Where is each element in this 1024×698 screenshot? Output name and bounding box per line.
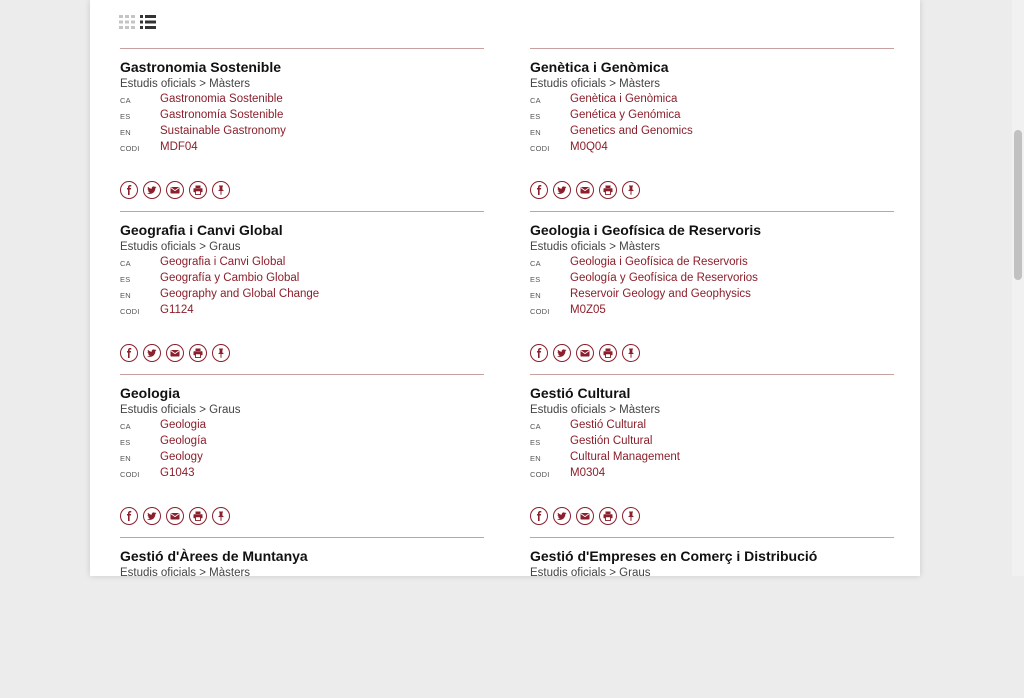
lang-code-label: CA (530, 259, 541, 268)
facebook-icon[interactable] (530, 181, 548, 199)
program-code-link[interactable]: G1124 (160, 304, 194, 316)
program-lang-row (120, 272, 484, 288)
scrollbar[interactable] (1012, 0, 1024, 576)
pin-icon[interactable] (622, 181, 640, 199)
program-lang-row (530, 467, 894, 483)
lang-code-label: CA (120, 422, 131, 431)
program-lang-row (120, 451, 484, 467)
lang-code-label: CODI (530, 144, 550, 153)
program-name-link[interactable]: Geografia i Canvi Global (160, 256, 286, 268)
lang-code-label: ES (120, 438, 131, 447)
program-lang-row (120, 419, 484, 435)
program-category: Estudis oficials > Graus (120, 404, 241, 416)
program-name-link[interactable]: Sustainable Gastronomy (160, 125, 286, 137)
program-card (530, 211, 894, 372)
program-lang-row (120, 256, 484, 272)
pin-icon[interactable] (622, 507, 640, 525)
print-icon[interactable] (189, 507, 207, 525)
program-name-link[interactable]: Gestión Cultural (570, 435, 653, 447)
email-icon[interactable] (576, 181, 594, 199)
program-lang-row (120, 304, 484, 320)
program-name-link[interactable]: Genetics and Genomics (570, 125, 693, 137)
twitter-icon[interactable] (143, 181, 161, 199)
program-lang-row (120, 467, 484, 483)
facebook-icon[interactable] (120, 344, 138, 362)
program-code-link[interactable]: M0Z05 (570, 304, 606, 316)
pin-icon[interactable] (212, 344, 230, 362)
lang-code-label: CODI (120, 307, 140, 316)
lang-code-label: CODI (120, 470, 140, 479)
twitter-icon[interactable] (553, 181, 571, 199)
content-page (90, 0, 920, 579)
twitter-icon[interactable] (143, 507, 161, 525)
program-category: Estudis oficials > Màsters (530, 404, 661, 416)
print-icon[interactable] (599, 507, 617, 525)
program-card (530, 48, 894, 209)
program-title[interactable]: Geologia (120, 385, 180, 401)
pin-icon[interactable] (622, 344, 640, 362)
scrollbar-thumb[interactable] (1014, 130, 1022, 280)
lang-code-label: CA (530, 96, 541, 105)
program-name-link[interactable]: Gastronomía Sostenible (160, 109, 284, 121)
program-lang-row (120, 288, 484, 304)
program-code-link[interactable]: G1043 (160, 467, 195, 479)
email-icon[interactable] (166, 507, 184, 525)
email-icon[interactable] (576, 344, 594, 362)
lang-code-label: EN (120, 291, 131, 300)
program-name-link[interactable]: Geología (160, 435, 207, 447)
program-code-link[interactable]: M0Q04 (570, 141, 608, 153)
facebook-icon[interactable] (120, 507, 138, 525)
program-title[interactable]: Gestió d'Empreses en Comerç i Distribució (530, 548, 818, 564)
program-lang-row (530, 109, 894, 125)
program-category: Estudis oficials > Graus (120, 241, 241, 253)
program-category: Estudis oficials > Màsters (120, 78, 251, 90)
twitter-icon[interactable] (553, 507, 571, 525)
program-lang-row (530, 272, 894, 288)
program-lang-row (530, 419, 894, 435)
program-name-link[interactable]: Reservoir Geology and Geophysics (570, 288, 751, 300)
program-name-link[interactable]: Genètica i Genòmica (570, 93, 678, 105)
program-name-link[interactable]: Geologia i Geofísica de Reservoris (570, 256, 748, 268)
print-icon[interactable] (599, 344, 617, 362)
program-card (530, 537, 894, 698)
program-lang-row (530, 288, 894, 304)
program-name-link[interactable]: Cultural Management (570, 451, 680, 463)
lang-code-label: CA (530, 422, 541, 431)
program-lang-row (120, 141, 484, 157)
program-title[interactable]: Gestió Cultural (530, 385, 631, 401)
program-name-link[interactable]: Geología y Geofísica de Reservorios (570, 272, 758, 284)
program-lang-row (530, 451, 894, 467)
program-card (530, 374, 894, 535)
program-name-link[interactable]: Geologia (160, 419, 207, 431)
lang-code-label: ES (530, 112, 541, 121)
facebook-icon[interactable] (530, 344, 548, 362)
program-lang-row (120, 93, 484, 109)
grid-view-icon[interactable] (119, 14, 135, 30)
program-category: Estudis oficials > Graus (530, 567, 651, 579)
program-category: Estudis oficials > Màsters (120, 567, 251, 579)
pin-icon[interactable] (212, 507, 230, 525)
program-lang-row (120, 435, 484, 451)
program-lang-row (530, 125, 894, 141)
lang-code-label: ES (530, 438, 541, 447)
print-icon[interactable] (189, 344, 207, 362)
program-name-link[interactable]: Gastronomia Sostenible (160, 93, 283, 105)
lang-code-label: CODI (530, 470, 550, 479)
twitter-icon[interactable] (143, 344, 161, 362)
program-card (120, 537, 484, 698)
list-view-icon[interactable] (140, 14, 156, 30)
program-category: Estudis oficials > Màsters (530, 241, 661, 253)
lang-code-label: EN (530, 454, 541, 463)
program-code-link[interactable]: MDF04 (160, 141, 198, 153)
program-card (120, 48, 484, 209)
print-icon[interactable] (189, 181, 207, 199)
lang-code-label: EN (120, 454, 131, 463)
pin-icon[interactable] (212, 181, 230, 199)
lang-code-label: ES (120, 112, 131, 121)
program-lang-row (530, 93, 894, 109)
lang-code-label: CODI (530, 307, 550, 316)
lang-code-label: EN (120, 128, 131, 137)
program-lang-row (120, 109, 484, 125)
program-title[interactable]: Gestió d'Àrees de Muntanya (120, 548, 308, 564)
print-icon[interactable] (599, 181, 617, 199)
program-lang-row (530, 141, 894, 157)
program-title[interactable]: Geografia i Canvi Global (120, 222, 283, 238)
program-name-link[interactable]: Geography and Global Change (160, 288, 320, 300)
program-lang-row (530, 256, 894, 272)
program-card (120, 374, 484, 535)
program-lang-row (120, 125, 484, 141)
email-icon[interactable] (166, 181, 184, 199)
lang-code-label: EN (530, 291, 541, 300)
lang-code-label: CA (120, 259, 131, 268)
lang-code-label: ES (120, 275, 131, 284)
email-icon[interactable] (576, 507, 594, 525)
lang-code-label: CA (120, 96, 131, 105)
program-code-link[interactable]: M0304 (570, 467, 606, 479)
lang-code-label: EN (530, 128, 541, 137)
program-name-link[interactable]: Genética y Genómica (570, 109, 681, 121)
lang-code-label: CODI (120, 144, 140, 153)
program-lang-row (530, 435, 894, 451)
program-name-link[interactable]: Gestió Cultural (570, 419, 647, 431)
lang-code-label: ES (530, 275, 541, 284)
facebook-icon[interactable] (530, 507, 548, 525)
program-name-link[interactable]: Geografía y Cambio Global (160, 272, 300, 284)
email-icon[interactable] (166, 344, 184, 362)
program-title[interactable]: Gastronomia Sostenible (120, 59, 282, 75)
facebook-icon[interactable] (120, 181, 138, 199)
program-card (120, 211, 484, 372)
program-name-link[interactable]: Geology (160, 451, 203, 463)
program-lang-row (530, 304, 894, 320)
program-category: Estudis oficials > Màsters (530, 78, 661, 90)
twitter-icon[interactable] (553, 344, 571, 362)
program-title[interactable]: Genètica i Genòmica (530, 59, 669, 75)
program-title[interactable]: Geologia i Geofísica de Reservoris (530, 222, 762, 238)
